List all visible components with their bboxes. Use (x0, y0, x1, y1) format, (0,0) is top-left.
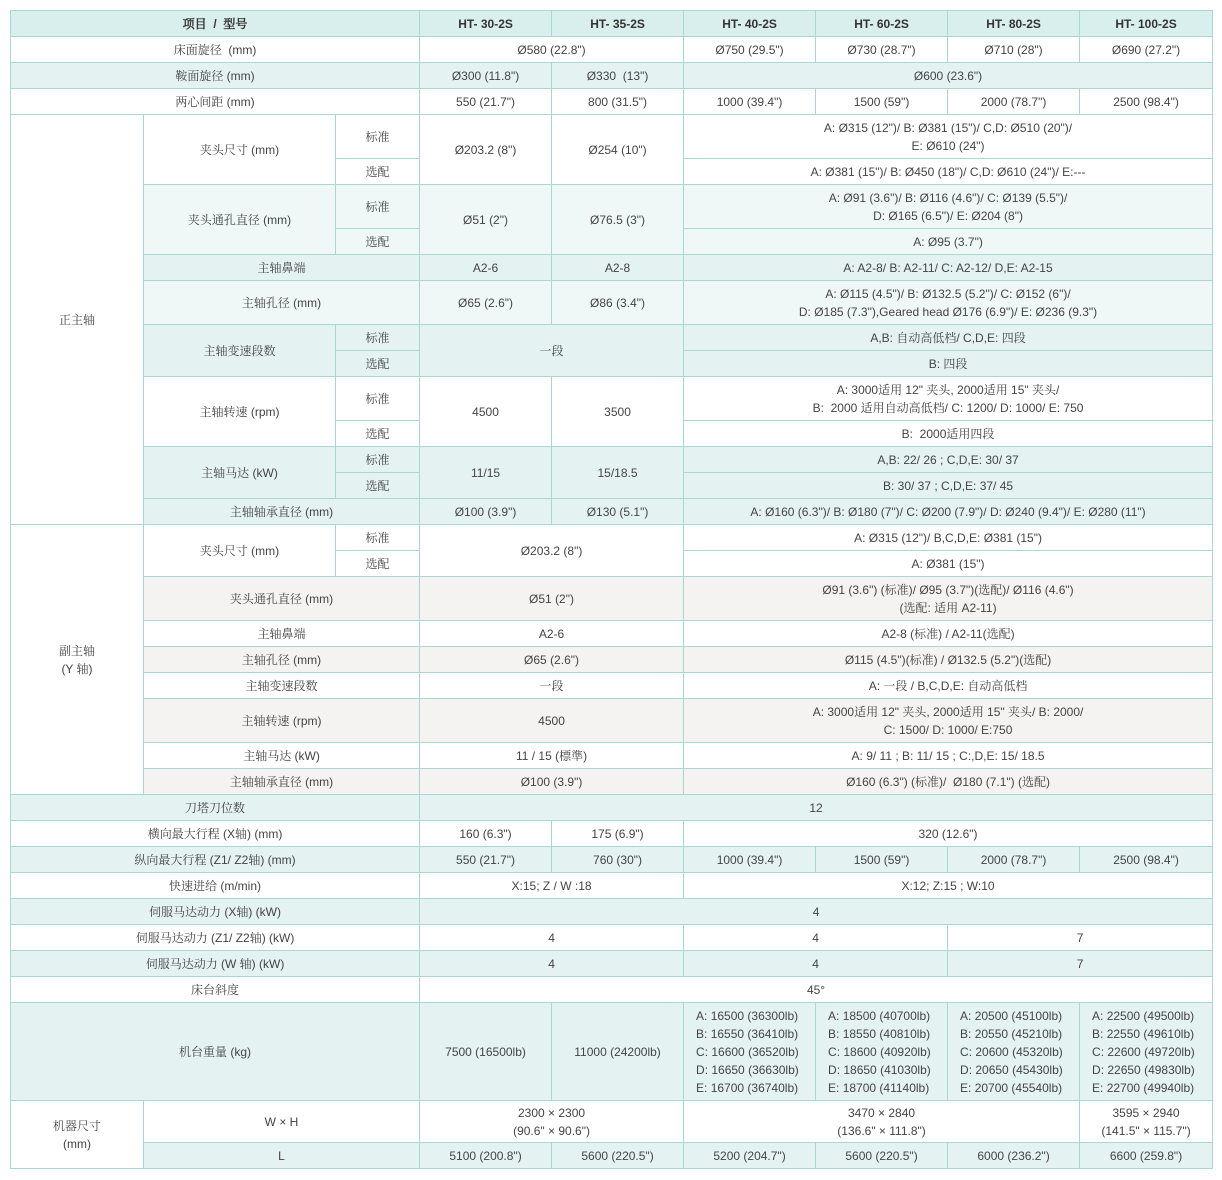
spec-value: A: Ø95 (3.7") (684, 229, 1213, 255)
spec-value: Ø65 (2.6") (420, 281, 552, 325)
option-type-label: 选配 (336, 351, 420, 377)
spec-value: 7 (948, 925, 1213, 951)
row-swing-over-bed (11, 37, 1213, 63)
spec-value: 760 (30") (552, 847, 684, 873)
spec-value: 175 (6.9") (552, 821, 684, 847)
row-dimensions-wh (11, 1101, 1213, 1143)
spec-value: 5600 (220.5") (816, 1143, 948, 1169)
option-type-label: 标准 (336, 115, 420, 159)
column-header-model: HT- 35-2S (552, 11, 684, 37)
spec-value: Ø65 (2.6") (420, 647, 684, 673)
option-type-label: 选配 (336, 229, 420, 255)
spec-value: 3500 (552, 377, 684, 447)
spec-value: 4 (420, 925, 684, 951)
spec-value: 160 (6.3") (420, 821, 552, 847)
header-item-model-label: 项目 / 型号 (11, 11, 420, 37)
spec-value: A: 16500 (36300lb) B: 16550 (36410lb) C: 16600 (36520lb) D: 16650 (36630lb) E: 16700 (36740lb) (684, 1003, 816, 1101)
row-z-travel (11, 847, 1213, 873)
option-type-label: 选配 (336, 551, 420, 577)
spec-value: A: A2-8/ B: A2-11/ C: A2-12/ D,E: A2-15 (684, 255, 1213, 281)
column-header-model: HT- 30-2S (420, 11, 552, 37)
spec-label: 主轴变速段数 (144, 673, 420, 699)
option-type-label: 标准 (336, 447, 420, 473)
spec-value: 4 (420, 899, 1213, 925)
row-servo-z (11, 925, 1213, 951)
spec-label: 主轴孔径 (mm) (144, 281, 420, 325)
spec-label: L (144, 1143, 420, 1169)
spec-value: 45° (420, 977, 1213, 1003)
spec-value: 2300 × 2300 (90.6" × 90.6") (420, 1101, 684, 1143)
spec-value: Ø690 (27.2") (1080, 37, 1213, 63)
spec-label: 主轴变速段数 (144, 325, 336, 377)
spec-value: Ø115 (4.5")(标准) / Ø132.5 (5.2")(选配) (684, 647, 1213, 673)
spec-value: A2-6 (420, 621, 684, 647)
spec-label: 夹头尺寸 (mm) (144, 525, 336, 577)
spec-value: 5100 (200.8") (420, 1143, 552, 1169)
spec-value: X:15; Z / W :18 (420, 873, 684, 899)
spec-label: 伺服马达动力 (Z1/ Z2轴) (kW) (11, 925, 420, 951)
spec-value: 4 (684, 925, 948, 951)
spec-label: 主轴鼻端 (144, 255, 420, 281)
option-type-label: 标准 (336, 525, 420, 551)
row-main-chuck-size-std (11, 115, 1213, 159)
spec-value: Ø100 (3.9") (420, 769, 684, 795)
spec-label: 夹头通孔直径 (mm) (144, 577, 420, 621)
column-header-model: HT- 60-2S (816, 11, 948, 37)
spec-table (10, 10, 1213, 1169)
spec-value: 3595 × 2940 (141.5" × 115.7") (1080, 1101, 1213, 1143)
spec-value: 4 (684, 951, 948, 977)
spec-value: A: 18500 (40700lb) B: 18550 (40810lb) C: 18600 (40920lb) D: 18650 (41030lb) E: 18700 (41140lb) (816, 1003, 948, 1101)
spec-value: A: Ø315 (12")/ B,C,D,E: Ø381 (15") (684, 525, 1213, 551)
spec-value: A: Ø381 (15")/ B: Ø450 (18")/ C,D: Ø610 (24")/ E:--- (684, 159, 1213, 185)
spec-value: 800 (31.5") (552, 89, 684, 115)
spec-value: Ø600 (23.6") (684, 63, 1213, 89)
row-rapid-feed (11, 873, 1213, 899)
spec-label: 刀塔刀位数 (11, 795, 420, 821)
spec-value: Ø100 (3.9") (420, 499, 552, 525)
row-sub-spindle-bearing (11, 769, 1213, 795)
row-main-spindle-nose (11, 255, 1213, 281)
spec-label: 主轴转速 (rpm) (144, 377, 336, 447)
option-type-label: 选配 (336, 421, 420, 447)
row-dimensions-l (11, 1143, 1213, 1169)
spec-label: 主轴马达 (kW) (144, 447, 336, 499)
spec-value: A2-8 (标准) / A2-11(选配) (684, 621, 1213, 647)
spec-value: 11 / 15 (標準) (420, 743, 684, 769)
spec-value: 4 (420, 951, 684, 977)
spec-label: 伺服马达动力 (X轴) (kW) (11, 899, 420, 925)
spec-value: 1500 (59") (816, 847, 948, 873)
spec-value: 3470 × 2840 (136.6" × 111.8") (684, 1101, 1080, 1143)
column-header-model: HT- 40-2S (684, 11, 816, 37)
spec-value: Ø160 (6.3") (标准)/ Ø180 (7.1") (选配) (684, 769, 1213, 795)
row-main-spindle-motor-std (11, 447, 1213, 473)
spec-value: A: 20500 (45100lb) B: 20550 (45210lb) C: 20600 (45320lb) D: 20650 (45430lb) E: 20700 (45540lb) (948, 1003, 1080, 1101)
spec-label: 夹头尺寸 (mm) (144, 115, 336, 185)
spec-value: 7 (948, 951, 1213, 977)
row-swing-over-saddle (11, 63, 1213, 89)
row-main-spindle-bore (11, 281, 1213, 325)
spec-value: A: 9/ 11 ; B: 11/ 15 ; C:,D,E: 15/ 18.5 (684, 743, 1213, 769)
spec-label: 机台重量 (kg) (11, 1003, 420, 1101)
row-x-travel (11, 821, 1213, 847)
spec-label: W × H (144, 1101, 420, 1143)
row-sub-chuck-size-std (11, 525, 1213, 551)
spec-value: 550 (21.7") (420, 847, 552, 873)
row-sub-bore-thru (11, 577, 1213, 621)
spec-value: Ø51 (2") (420, 577, 684, 621)
spec-value: A: Ø115 (4.5")/ B: Ø132.5 (5.2")/ C: Ø152 (6")/ D: Ø185 (7.3"),Geared head Ø176 (6.9")/ E: Ø236 (9.3") (684, 281, 1213, 325)
row-servo-w (11, 951, 1213, 977)
spec-value: Ø710 (28") (948, 37, 1080, 63)
spec-value: A: Ø315 (12")/ B: Ø381 (15")/ C,D: Ø510 (20")/ E: Ø610 (24") (684, 115, 1213, 159)
spec-value: Ø300 (11.8") (420, 63, 552, 89)
spec-value: 一段 (420, 325, 684, 377)
spec-group-label: 机器尺寸 (mm) (11, 1101, 144, 1169)
spec-label: 主轴轴承直径 (mm) (144, 769, 420, 795)
spec-value: 2500 (98.4") (1080, 89, 1213, 115)
spec-value: 1000 (39.4") (684, 89, 816, 115)
spec-value: 11/15 (420, 447, 552, 499)
row-distance-between-centers (11, 89, 1213, 115)
spec-value: 15/18.5 (552, 447, 684, 499)
option-type-label: 选配 (336, 473, 420, 499)
spec-label: 主轴鼻端 (144, 621, 420, 647)
spec-value: A,B: 22/ 26 ; C,D,E: 30/ 37 (684, 447, 1213, 473)
spec-value: X:12; Z:15 ; W:10 (684, 873, 1213, 899)
spec-value: A,B: 自动高低档/ C,D,E: 四段 (684, 325, 1213, 351)
row-sub-spindle-bore (11, 647, 1213, 673)
spec-value: B: 2000适用四段 (684, 421, 1213, 447)
spec-label: 床台斜度 (11, 977, 420, 1003)
spec-value: 2000 (78.7") (948, 847, 1080, 873)
row-machine-weight (11, 1003, 1213, 1101)
row-turret-stations (11, 795, 1213, 821)
spec-value: 2500 (98.4") (1080, 847, 1213, 873)
spec-value: 1000 (39.4") (684, 847, 816, 873)
spec-value: A: Ø381 (15") (684, 551, 1213, 577)
spec-value: A: Ø91 (3.6")/ B: Ø116 (4.6")/ C: Ø139 (5.5")/ D: Ø165 (6.5")/ E: Ø204 (8") (684, 185, 1213, 229)
spec-label: 伺服马达动力 (W 轴) (kW) (11, 951, 420, 977)
row-sub-gear-steps (11, 673, 1213, 699)
column-header-model: HT- 80-2S (948, 11, 1080, 37)
option-type-label: 标准 (336, 185, 420, 229)
spec-label: 横向最大行程 (X轴) (mm) (11, 821, 420, 847)
row-sub-spindle-nose (11, 621, 1213, 647)
row-main-spindle-bearing (11, 499, 1213, 525)
spec-label: 鞍面旋径 (mm) (11, 63, 420, 89)
spec-value: B: 30/ 37 ; C,D,E: 37/ 45 (684, 473, 1213, 499)
spec-label: 床面旋径 (mm) (11, 37, 420, 63)
spec-value: Ø330 (13") (552, 63, 684, 89)
spec-value: A: 3000适用 12" 夹头, 2000适用 15" 夹头/ B: 2000 适用自动高低档/ C: 1200/ D: 1000/ E: 750 (684, 377, 1213, 421)
row-main-spindle-speed-std (11, 377, 1213, 421)
spec-value: 7500 (16500lb) (420, 1003, 552, 1101)
option-type-label: 标准 (336, 377, 420, 421)
spec-label: 主轴孔径 (mm) (144, 647, 420, 673)
spec-value: 550 (21.7") (420, 89, 552, 115)
spec-value: 1500 (59") (816, 89, 948, 115)
spec-label: 两心间距 (mm) (11, 89, 420, 115)
row-servo-x (11, 899, 1213, 925)
spec-value: 一段 (420, 673, 684, 699)
spec-value: Ø91 (3.6") (标准)/ Ø95 (3.7")(选配)/ Ø116 (4.6") (选配: 适用 A2-11) (684, 577, 1213, 621)
spec-label: 主轴马达 (kW) (144, 743, 420, 769)
spec-label: 主轴转速 (rpm) (144, 699, 420, 743)
spec-value: 4500 (420, 377, 552, 447)
spec-value: Ø76.5 (3") (552, 185, 684, 255)
row-sub-spindle-speed (11, 699, 1213, 743)
spec-label: 夹头通孔直径 (mm) (144, 185, 336, 255)
spec-value: A: 一段 / B,C,D,E: 自动高低档 (684, 673, 1213, 699)
spec-value: 320 (12.6") (684, 821, 1213, 847)
spec-value: 12 (420, 795, 1213, 821)
spec-value: A2-8 (552, 255, 684, 281)
spec-value: Ø203.2 (8") (420, 115, 552, 185)
spec-label: 主轴轴承直径 (mm) (144, 499, 420, 525)
spec-value: Ø750 (29.5") (684, 37, 816, 63)
spec-group-label: 副主轴 (Y 轴) (11, 525, 144, 795)
spec-value: 2000 (78.7") (948, 89, 1080, 115)
spec-value: 6600 (259.8") (1080, 1143, 1213, 1169)
spec-value: A2-6 (420, 255, 552, 281)
spec-value: Ø580 (22.8") (420, 37, 684, 63)
spec-value: 6000 (236.2") (948, 1143, 1080, 1169)
spec-label: 快速进给 (m/min) (11, 873, 420, 899)
spec-value: Ø130 (5.1") (552, 499, 684, 525)
row-bed-slant (11, 977, 1213, 1003)
spec-value: Ø51 (2") (420, 185, 552, 255)
spec-value: Ø203.2 (8") (420, 525, 684, 577)
spec-value: 5200 (204.7") (684, 1143, 816, 1169)
spec-value: A: 22500 (49500lb) B: 22550 (49610lb) C: 22600 (49720lb) D: 22650 (49830lb) E: 22700 (49940lb) (1080, 1003, 1213, 1101)
spec-group-label: 正主轴 (11, 115, 144, 525)
column-header-model: HT- 100-2S (1080, 11, 1213, 37)
option-type-label: 标准 (336, 325, 420, 351)
spec-value: Ø730 (28.7") (816, 37, 948, 63)
spec-value: 4500 (420, 699, 684, 743)
row-main-bore-thru-std (11, 185, 1213, 229)
spec-value: A: Ø160 (6.3")/ B: Ø180 (7")/ C: Ø200 (7.9")/ D: Ø240 (9.4")/ E: Ø280 (11") (684, 499, 1213, 525)
spec-value: B: 四段 (684, 351, 1213, 377)
spec-label: 纵向最大行程 (Z1/ Z2轴) (mm) (11, 847, 420, 873)
row-main-gear-steps-std (11, 325, 1213, 351)
spec-value: 11000 (24200lb) (552, 1003, 684, 1101)
row-sub-spindle-motor (11, 743, 1213, 769)
header-row (11, 11, 1213, 37)
spec-value: A: 3000适用 12" 夹头, 2000适用 15" 夹头/ B: 2000/ C: 1500/ D: 1000/ E:750 (684, 699, 1213, 743)
option-type-label: 选配 (336, 159, 420, 185)
spec-value: Ø86 (3.4") (552, 281, 684, 325)
spec-value: Ø254 (10") (552, 115, 684, 185)
spec-value: 5600 (220.5") (552, 1143, 684, 1169)
